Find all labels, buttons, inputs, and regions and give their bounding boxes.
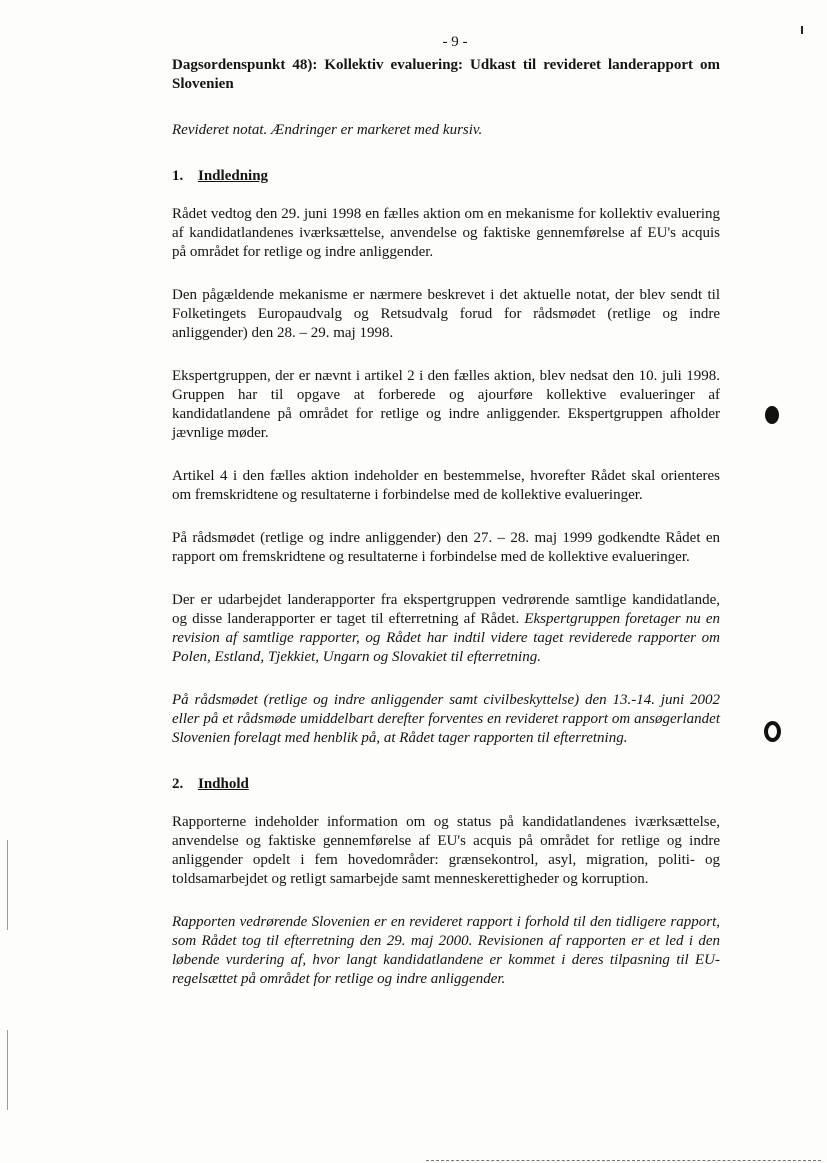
paragraph-regular-text: Der er udarbejdet landerapporter fra ekspertgruppen vedrørende samtlige kandidatlande, og disse landerapporter er taget til efterretning af Rådet.	[172, 592, 720, 627]
section-heading-introduction	[172, 167, 720, 186]
scan-mark	[801, 26, 803, 34]
page-number: - 9 -	[442, 34, 468, 50]
section-title: Indledning	[198, 168, 269, 184]
paragraph: På rådsmødet (retlige og indre anliggender) den 27. – 28. maj 1999 godkendte Rådet en rapport om fremskridtene og resultaterne i forbindelse med de kollektive evalueringer.	[172, 530, 720, 565]
paragraph: Ekspertgruppen, der er nævnt i artikel 2 i den fælles aktion, blev nedsat den 10. juli 1998. Gruppen har til opgave at forberede og ajourføre kollektive evalueringer af kandidatlandene på området for retlige og indre anliggender. Ekspertgruppen afholder jævnlige møder.	[172, 368, 720, 441]
paragraph: På rådsmødet (retlige og indre anliggender samt civilbeskyttelse) den 13.-14. juni 2002 eller på et rådsmøde umiddelbart derefter forventes en revideret rapport om ansøgerlandet Slovenien forelagt med henblik på, at Rådet tager rapporten til efterretning.	[172, 692, 720, 746]
paragraph: Artikel 4 i den fælles aktion indeholder en bestemmelse, hvorefter Rådet skal orienteres om fremskridtene og resultaterne i forbindelse med de kollektive evalueringer.	[172, 468, 720, 503]
paragraph: Rådet vedtog den 29. juni 1998 en fælles aktion om en mekanisme for kollektiv evaluering af kandidatlandenes iværksættelse, anvendelse og faktiske gennemførelse af EU's acquis på området for retlige og indre anliggender.	[172, 206, 720, 260]
revision-note: Revideret notat. Ændringer er markeret med kursiv.	[172, 122, 483, 138]
section-number: 1.	[172, 168, 184, 184]
scan-mark	[7, 840, 8, 930]
paragraph: Rapporterne indeholder information om og status på kandidatlandenes iværksættelse, anvendelse og faktiske gennemførelse af EU's acquis på området for retlige og indre anliggender opdelt i fem hovedområder: grænsekontrol, asyl, migration, politi- og toldsamarbejdet og retligt samarbejde samt menneskerettigheder og korruption.	[172, 814, 720, 887]
bottom-rule	[426, 1160, 821, 1161]
agenda-item-title: Dagsordenspunkt 48): Kollektiv evaluering: Udkast til revideret landerapport om Slovenien	[172, 57, 720, 92]
section-number: 2.	[172, 776, 184, 792]
punch-hole-mark	[765, 406, 779, 424]
paragraph: Den pågældende mekanisme er nærmere beskrevet i det aktuelle notat, der blev sendt til Folketingets Europaudvalg og Retsudvalg forud for rådsmødet (retlige og indre anliggender) den 28. – 29. maj 1998.	[172, 287, 720, 341]
paragraph: Rapporten vedrørende Slovenien er en revideret rapport i forhold til den tidligere rapport, som Rådet tog til efterretning den 29. maj 2000. Revisionen af rapporten er et led i den løbende vurdering af, hvor langt kandidatlandene er kommet i deres tilpasning til EU-regelsættet på området for retlige og indre anliggender.	[172, 914, 720, 987]
scan-mark	[7, 1030, 8, 1110]
punch-hole-mark	[764, 721, 781, 742]
section-heading-content	[172, 775, 720, 794]
section-title: Indhold	[198, 776, 249, 792]
paragraph	[172, 591, 720, 667]
paragraph-italic-text: Ekspertgruppen foretager nu en revision af samtlige rapporter, og Rådet har indtil videre taget reviderede rapporter om Polen, Estland, Tjekkiet, Ungarn og Slovakiet til efterretning.	[172, 611, 720, 665]
document-body	[172, 56, 720, 989]
